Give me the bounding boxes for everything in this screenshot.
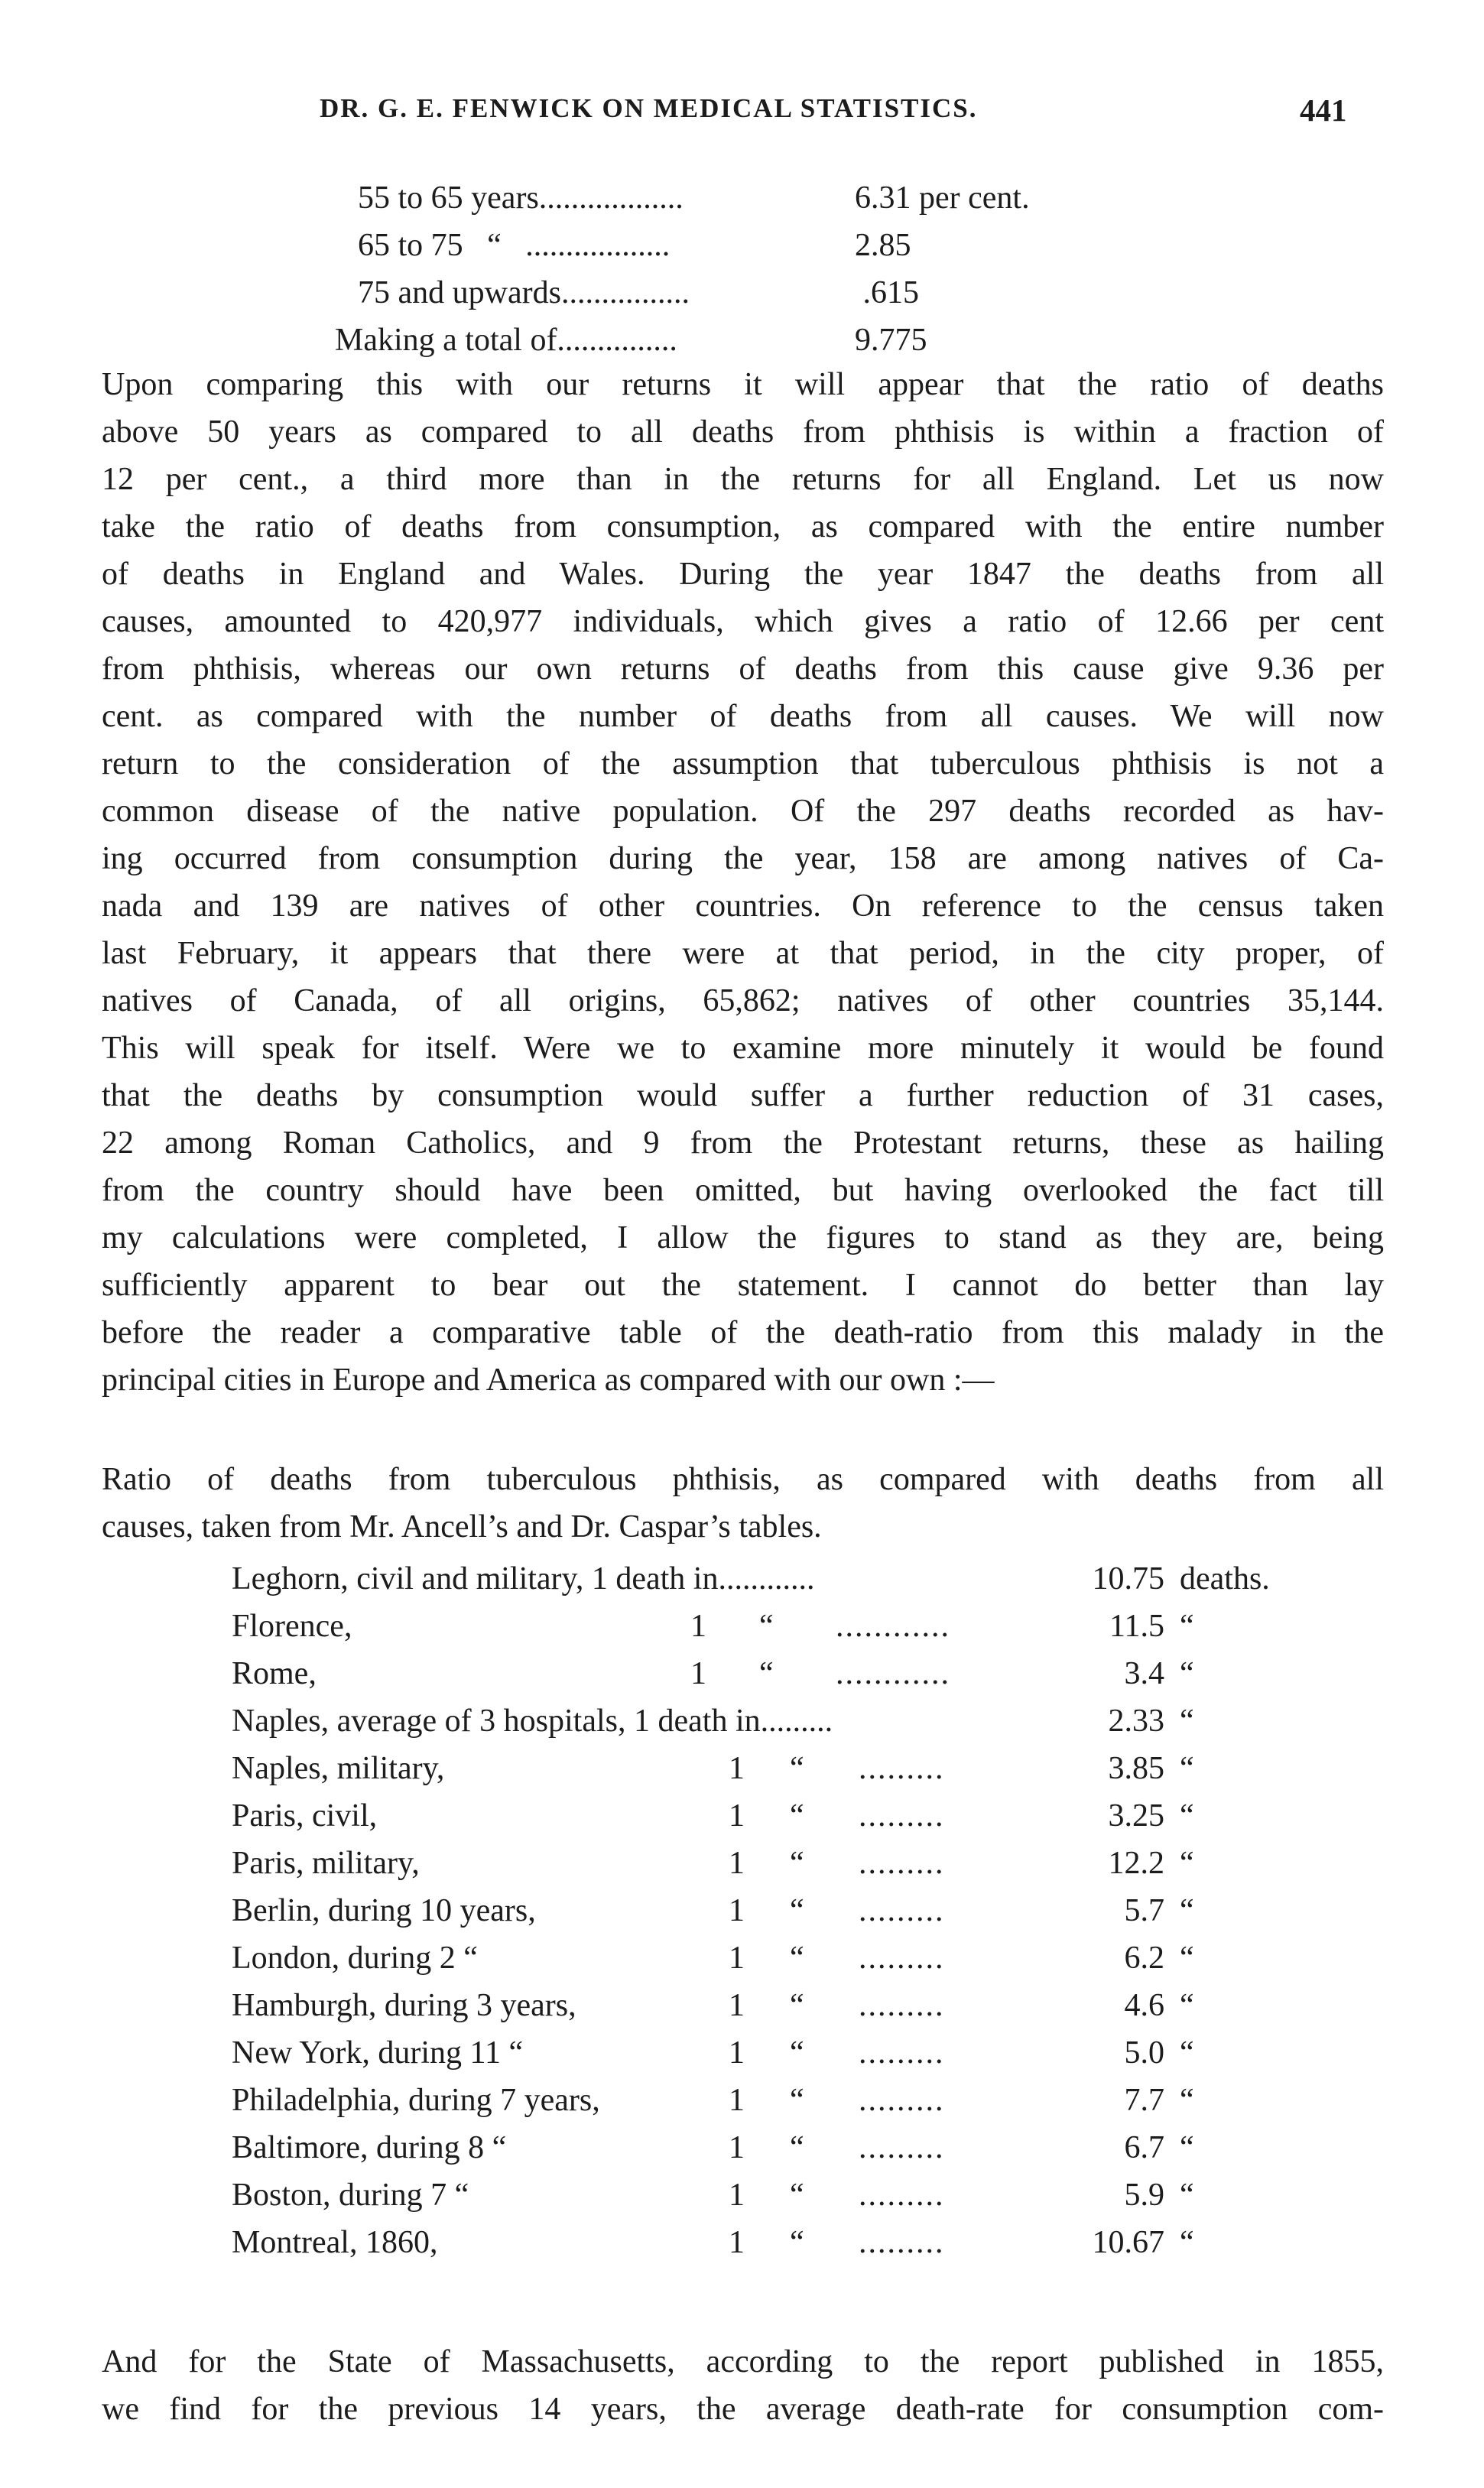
- table-row: [232, 1840, 1302, 1887]
- unit-cell: “: [1180, 1893, 1194, 1928]
- unit-cell: “: [1180, 1941, 1194, 1976]
- age-stats-list: [335, 174, 1046, 364]
- one-death-cell: 1: [729, 2225, 745, 2260]
- table-row: [232, 1792, 1302, 1840]
- text-line: above 50 years as compared to all deaths from phthisis is within a fraction of: [102, 414, 1384, 450]
- ditto-mark-cell: “: [759, 1609, 774, 1644]
- city-cell: Florence,: [232, 1609, 352, 1644]
- table-caption-paragraph: [102, 1456, 1384, 1551]
- leader-dots: ............: [836, 1609, 950, 1644]
- text-line: ing occurred from consumption during the year, 158 are among natives of Ca-: [102, 841, 1384, 876]
- ditto-mark-cell: “: [759, 1656, 774, 1691]
- one-death-cell: 1: [729, 1988, 745, 2023]
- ditto-mark-cell: “: [790, 2083, 804, 2118]
- unit-cell: “: [1180, 1846, 1194, 1881]
- leader-dots: ............: [836, 1656, 950, 1691]
- text-line: And for the State of Massachusetts, according to the report published in 1855,: [102, 2344, 1384, 2379]
- table-row: [232, 1697, 1302, 1745]
- ratio-value-cell: 10.75: [1092, 1561, 1164, 1596]
- age-stats-label: 75 and upwards................: [358, 275, 690, 310]
- leader-dots: .........: [859, 1988, 945, 2023]
- city-cell: New York, during 11 “: [232, 2035, 524, 2071]
- table-row: [232, 2029, 1302, 2077]
- table-row: [232, 1982, 1302, 2029]
- text-line: return to the consideration of the assumption that tuberculous phthisis is not a: [102, 746, 1384, 781]
- body-paragraph-comparison: [102, 361, 1384, 1404]
- text-line: Upon comparing this with our returns it will appear that the ratio of deaths: [102, 367, 1384, 402]
- age-stats-row: [358, 222, 1046, 269]
- ratio-value-cell: 3.4: [1124, 1656, 1164, 1691]
- table-row: [232, 2219, 1302, 2266]
- text-line: common disease of the native population. Of the 297 deaths recorded as hav-: [102, 794, 1384, 829]
- ratio-value-cell: 4.6: [1124, 1988, 1164, 2023]
- unit-cell: “: [1180, 2178, 1194, 2213]
- text-line: Ratio of deaths from tuberculous phthisis, as compared with deaths from all: [102, 1462, 1384, 1497]
- one-death-cell: 1: [729, 2178, 745, 2213]
- text-line: 22 among Roman Catholics, and 9 from the Protestant returns, these as hailing: [102, 1125, 1384, 1161]
- ratio-value-cell: 2.33: [1108, 1704, 1164, 1739]
- table-row: [232, 1555, 1302, 1603]
- leader-dots: .........: [859, 2083, 945, 2118]
- leader-dots: .........: [859, 1846, 945, 1881]
- page-number: 441: [1300, 93, 1347, 128]
- text-line: causes, amounted to 420,977 individuals, which gives a ratio of 12.66 per cent: [102, 604, 1384, 639]
- city-cell: Rome,: [232, 1656, 317, 1691]
- leader-dots: .........: [859, 2035, 945, 2071]
- ditto-mark-cell: “: [790, 2035, 804, 2071]
- leader-dots: .........: [859, 1751, 945, 1786]
- unit-cell: “: [1180, 2130, 1194, 2165]
- table-row: [232, 1650, 1302, 1697]
- ratio-value-cell: 10.67: [1092, 2225, 1164, 2260]
- city-cell: Paris, civil,: [232, 1798, 378, 1834]
- unit-cell: “: [1180, 1798, 1194, 1834]
- table-row: [232, 1887, 1302, 1934]
- text-line: principal cities in Europe and America as compared with our own :—: [102, 1363, 995, 1398]
- city-cell: Naples, military,: [232, 1751, 445, 1786]
- one-death-cell: 1: [729, 1846, 745, 1881]
- ratio-value-cell: 3.85: [1108, 1751, 1164, 1786]
- table-row: [232, 1934, 1302, 1982]
- text-line: natives of Canada, of all origins, 65,862; natives of other countries 35,144.: [102, 983, 1384, 1018]
- one-death-cell: 1: [690, 1609, 706, 1644]
- ratio-value-cell: 5.9: [1124, 2178, 1164, 2213]
- one-death-cell: 1: [690, 1656, 706, 1691]
- age-stats-row: [358, 174, 1046, 222]
- leader-dots: .........: [859, 1893, 945, 1928]
- ditto-mark-cell: “: [790, 1893, 804, 1928]
- text-line: that the deaths by consumption would suffer a further reduction of 31 cases,: [102, 1078, 1384, 1113]
- ditto-mark-cell: “: [790, 1941, 804, 1976]
- one-death-cell: 1: [729, 1941, 745, 1976]
- table-row: [232, 2124, 1302, 2171]
- ratio-value-cell: 5.7: [1124, 1893, 1164, 1928]
- city-cell: Berlin, during 10 years,: [232, 1893, 536, 1928]
- text-line: take the ratio of deaths from consumption, as compared with the entire number: [102, 509, 1384, 544]
- text-line: we find for the previous 14 years, the average death-rate for consumption com-: [102, 2392, 1384, 2427]
- table-row: [232, 2171, 1302, 2219]
- text-line: This will speak for itself. Were we to examine more minutely it would be found: [102, 1031, 1384, 1066]
- leader-dots: .........: [859, 2130, 945, 2165]
- ratio-value-cell: 12.2: [1108, 1846, 1164, 1881]
- text-line: my calculations were completed, I allow the figures to stand as they are, being: [102, 1220, 1384, 1255]
- age-stats-total-value: 9.775: [855, 323, 927, 358]
- ditto-mark-cell: “: [790, 1988, 804, 2023]
- city-cell: Montreal, 1860,: [232, 2225, 438, 2260]
- unit-cell: “: [1180, 2083, 1194, 2118]
- one-death-cell: 1: [729, 1751, 745, 1786]
- table-row: [232, 2077, 1302, 2124]
- ditto-mark-cell: “: [790, 2130, 804, 2165]
- running-head: DR. G. E. FENWICK ON MEDICAL STATISTICS.: [320, 93, 978, 123]
- city-cell: Paris, military,: [232, 1846, 420, 1881]
- city-cell: Baltimore, during 8 “: [232, 2130, 507, 2165]
- age-stats-row: [358, 269, 1046, 317]
- age-stats-value: .615: [855, 275, 919, 310]
- unit-cell: deaths.: [1180, 1561, 1270, 1596]
- ditto-mark-cell: “: [790, 2178, 804, 2213]
- one-death-cell: 1: [729, 2130, 745, 2165]
- text-line: from the country should have been omitted, but having overlooked the fact till: [102, 1173, 1384, 1208]
- leader-dots: .........: [859, 1941, 945, 1976]
- text-line: nada and 139 are natives of other countries. On reference to the census taken: [102, 888, 1384, 924]
- text-line: causes, taken from Mr. Ancell’s and Dr. Caspar’s tables.: [102, 1509, 822, 1544]
- leader-dots: .........: [859, 1798, 945, 1834]
- ratio-value-cell: 6.7: [1124, 2130, 1164, 2165]
- ditto-mark-cell: “: [790, 2225, 804, 2260]
- text-line: 12 per cent., a third more than in the returns for all England. Let us now: [102, 462, 1384, 497]
- text-line: cent. as compared with the number of deaths from all causes. We will now: [102, 699, 1384, 734]
- ditto-mark-cell: “: [790, 1751, 804, 1786]
- page-header: [0, 93, 1484, 139]
- ratio-value-cell: 3.25: [1108, 1798, 1164, 1834]
- age-stats-label: 55 to 65 years..................: [358, 180, 684, 216]
- unit-cell: “: [1180, 1656, 1194, 1691]
- leader-dots: .........: [859, 2225, 945, 2260]
- ratio-value-cell: 5.0: [1124, 2035, 1164, 2071]
- city-cell: Leghorn, civil and military, 1 death in............: [232, 1561, 815, 1596]
- city-cell: Naples, average of 3 hospitals, 1 death in.........: [232, 1704, 833, 1739]
- age-stats-total-label: Making a total of...............: [335, 323, 677, 358]
- age-stats-value: 6.31 per cent.: [855, 180, 1030, 216]
- ditto-mark-cell: “: [790, 1846, 804, 1881]
- text-line: of deaths in England and Wales. During the year 1847 the deaths from all: [102, 557, 1384, 592]
- city-cell: Philadelphia, during 7 years,: [232, 2083, 600, 2118]
- age-stats-label: 65 to 75 “ ..................: [358, 228, 671, 263]
- unit-cell: “: [1180, 1988, 1194, 2023]
- ratio-value-cell: 6.2: [1124, 1941, 1164, 1976]
- unit-cell: “: [1180, 1751, 1194, 1786]
- unit-cell: “: [1180, 1704, 1194, 1739]
- unit-cell: “: [1180, 2225, 1194, 2260]
- body-paragraph-massachusetts: [102, 2338, 1384, 2433]
- leader-dots: .........: [859, 2178, 945, 2213]
- city-cell: Boston, during 7 “: [232, 2178, 469, 2213]
- ratio-value-cell: 11.5: [1109, 1609, 1164, 1644]
- unit-cell: “: [1180, 2035, 1194, 2071]
- age-stats-value: 2.85: [855, 228, 911, 263]
- text-line: from phthisis, whereas our own returns of deaths from this cause give 9.36 per: [102, 651, 1384, 687]
- age-stats-row: [335, 317, 1046, 364]
- unit-cell: “: [1180, 1609, 1194, 1644]
- text-line: last February, it appears that there were at that period, in the city proper, of: [102, 936, 1384, 971]
- one-death-cell: 1: [729, 1798, 745, 1834]
- one-death-cell: 1: [729, 2035, 745, 2071]
- one-death-cell: 1: [729, 2083, 745, 2118]
- text-line: before the reader a comparative table of the death-ratio from this malady in the: [102, 1315, 1384, 1350]
- city-cell: Hamburgh, during 3 years,: [232, 1988, 576, 2023]
- table-row: [232, 1745, 1302, 1792]
- death-ratio-table: [232, 1555, 1302, 2266]
- ditto-mark-cell: “: [790, 1798, 804, 1834]
- one-death-cell: 1: [729, 1893, 745, 1928]
- text-line: sufficiently apparent to bear out the statement. I cannot do better than lay: [102, 1268, 1384, 1303]
- ratio-value-cell: 7.7: [1124, 2083, 1164, 2118]
- table-row: [232, 1603, 1302, 1650]
- city-cell: London, during 2 “: [232, 1941, 478, 1976]
